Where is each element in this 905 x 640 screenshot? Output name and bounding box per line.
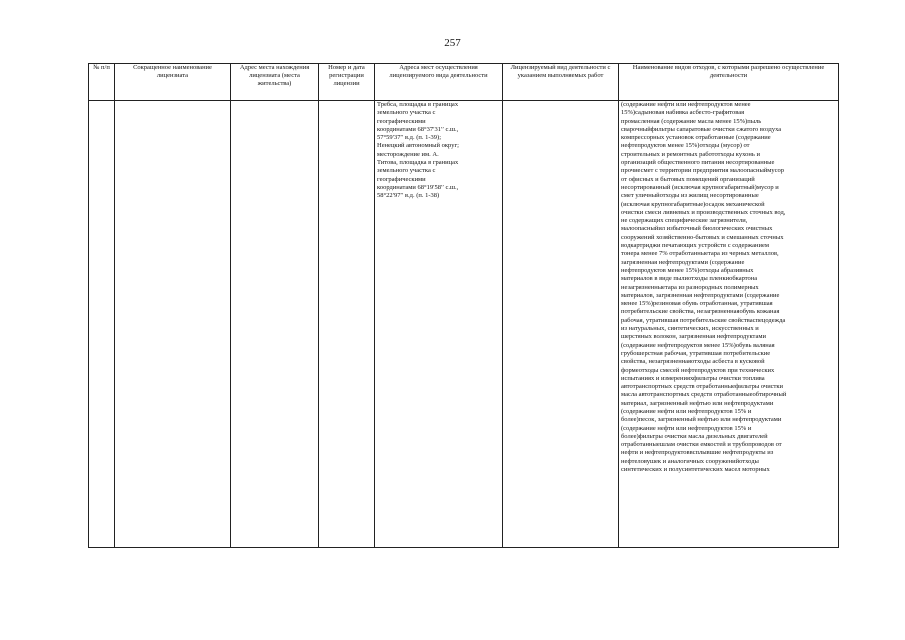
license-register-table <box>88 63 839 548</box>
table-header-row <box>89 64 839 101</box>
waste-line: испытаниях и измеренияхфильтры очистки топлива <box>621 374 765 382</box>
waste-line: масла автотранспортных средств отработанныеобтирочный <box>621 391 787 399</box>
address-line: координатами 68°19′58′′ с.ш., <box>377 183 459 191</box>
waste-line: (содержание нефти или нефтепродуктов 15% и <box>621 407 752 415</box>
waste-line: из натуральных, синтетических, искусственных и <box>621 325 759 333</box>
waste-line: потребительские свойства, незагрязненнаяобувь кожаная <box>621 308 780 316</box>
cell-waste-types <box>619 101 839 548</box>
address-line: 57°59′37′′ в.д. (п. 1-39); <box>377 134 442 142</box>
waste-line: свойства, незагрязненнаяотходы асбеста в кусковой <box>621 358 765 366</box>
waste-line: материалов в виде пылиотходы пленкиобкартона <box>621 275 758 283</box>
cell-licensee-address <box>231 101 319 548</box>
waste-line: более)песок, загрязненный нефтью или нефтепродуктами <box>621 416 782 424</box>
waste-line: прочиесмет с территории предприятия малоопасныймусор <box>621 167 785 175</box>
col-header-licensee-address: Адрес места нахождения лицензиата (места жительства) <box>231 64 319 101</box>
waste-line: синтетических и полусинтетических масел моторных <box>621 466 770 474</box>
waste-line: сооружений хозяйственно-бытовых и смешанных сточных <box>621 233 784 241</box>
waste-line: рабочая, утратившая потребительские свойстваспецодежда <box>621 316 786 324</box>
waste-line: тонера менее 7% отработанныетара из черных металлов, <box>621 250 779 258</box>
cell-activity-addresses <box>375 101 503 548</box>
waste-line: незагрязненныетара из разнородных полимерных <box>621 283 759 291</box>
address-line: Ненецкий автономный округ; <box>377 142 459 150</box>
waste-line: сварочныйфильтры сапаратовые очистки сжатого воздуха <box>621 125 782 133</box>
waste-line: грубошерстная рабочая, утратившая потребительские <box>621 349 771 357</box>
waste-line: (содержание нефтепродуктов менее 15%)обувь валяная <box>621 341 775 349</box>
col-header-waste-types: Наименование видов отходов, с которыми разрешено осуществление деятельности <box>619 64 839 101</box>
address-line: координатами 68°37′31′′ с.ш., <box>377 125 459 133</box>
waste-line: отработанныешлам очистки емкостей и трубопроводов от <box>621 441 782 449</box>
waste-line: промасленная (содержание масла менее 15%)пыль <box>621 117 762 125</box>
waste-line: смет уличныйотходы из жилищ несортированные <box>621 192 759 200</box>
cell-licensee-name <box>115 101 231 548</box>
address-line: месторождение им. А. <box>377 150 439 158</box>
waste-line: компрессорных установок отработанные (содержание <box>621 134 771 142</box>
waste-line: материал, загрязненный нефтью или нефтепродуктами <box>621 399 774 407</box>
waste-line: от офисных и бытовых помещений организаций <box>621 175 755 183</box>
col-header-activity-addresses: Адреса мест осуществления лицензируемого вида деятельности <box>375 64 503 101</box>
waste-line: менее 15%)резиновая обувь отработанная, утратившая <box>621 300 773 308</box>
col-header-licensee-name: Сокращенное наименование лицензиата <box>115 64 231 101</box>
waste-line: малоопасныйил избыточный биологических очистных <box>621 225 773 233</box>
waste-line: (содержание нефти или нефтепродуктов менее <box>621 101 751 108</box>
page-number: 257 <box>444 37 461 49</box>
waste-line: шерстяных волокон, загрязненная нефтепродуктами <box>621 333 766 341</box>
col-header-licensed-activity: Лицензируемый вид деятельности с указанием выполняемых работ <box>503 64 619 101</box>
waste-line: более)фильтры очистки масла дизельных двигателей <box>621 432 768 440</box>
cell-number <box>89 101 115 548</box>
waste-line: нефтеловушек и аналогичных сооруженийотходы <box>621 457 759 465</box>
waste-line: водкартриджи печатающих устройств с содержанием <box>621 242 769 250</box>
waste-line: загрязненная нефтепродуктами (содержание <box>621 258 745 266</box>
address-line: географическими <box>377 117 426 125</box>
waste-line: автотранспортных средств отработанныефильтры очистки <box>621 383 784 391</box>
address-line: 58°22′97′′ в.д. (п. 1-38) <box>377 192 440 200</box>
waste-line: не содержащих специфические загрязнители, <box>621 217 748 225</box>
waste-line: 15%)садыновая набивка асбесто-графитовая <box>621 109 745 117</box>
waste-line: (содержание нефти или нефтепродуктов 15% и <box>621 424 752 432</box>
address-line: географическими <box>377 175 426 183</box>
waste-line: нефтепродуктов менее 15%)отходы (мусор) от <box>621 142 750 150</box>
waste-line: несортированный (исключая крупногабаритный)мусор и <box>621 183 779 191</box>
waste-line: организаций общественного питания несортированные <box>621 159 775 167</box>
address-line: земельного участка с <box>377 167 436 175</box>
address-line: Титова, площадка в границах <box>377 159 459 167</box>
col-header-number: № п/п <box>89 64 115 101</box>
waste-line: нефти и нефтепродуктоввсплывшие нефтепродукты из <box>621 449 774 457</box>
waste-line: (исключая крупногабаритные)осадок механической <box>621 200 765 208</box>
waste-line: строительных и ремонтных работотходы кухонь и <box>621 150 760 158</box>
address-line: земельного участка с <box>377 109 436 117</box>
waste-line: формеотходы смесей нефтепродуктов при технических <box>621 366 775 374</box>
waste-line: нефтепродуктов менее 15%)отходы абразивных <box>621 266 754 274</box>
waste-line: материалов, загрязненная нефтепродуктами (содержание <box>621 291 780 299</box>
waste-line: очистки смеси ливневых и производственных сточных вод, <box>621 208 786 216</box>
cell-license-number <box>319 101 375 548</box>
col-header-license-number-date: Номер и дата регистрации лицензии <box>319 64 375 101</box>
table-row <box>89 101 839 548</box>
cell-licensed-activity <box>503 101 619 548</box>
address-line: Требса, площадка в границах <box>377 101 459 108</box>
